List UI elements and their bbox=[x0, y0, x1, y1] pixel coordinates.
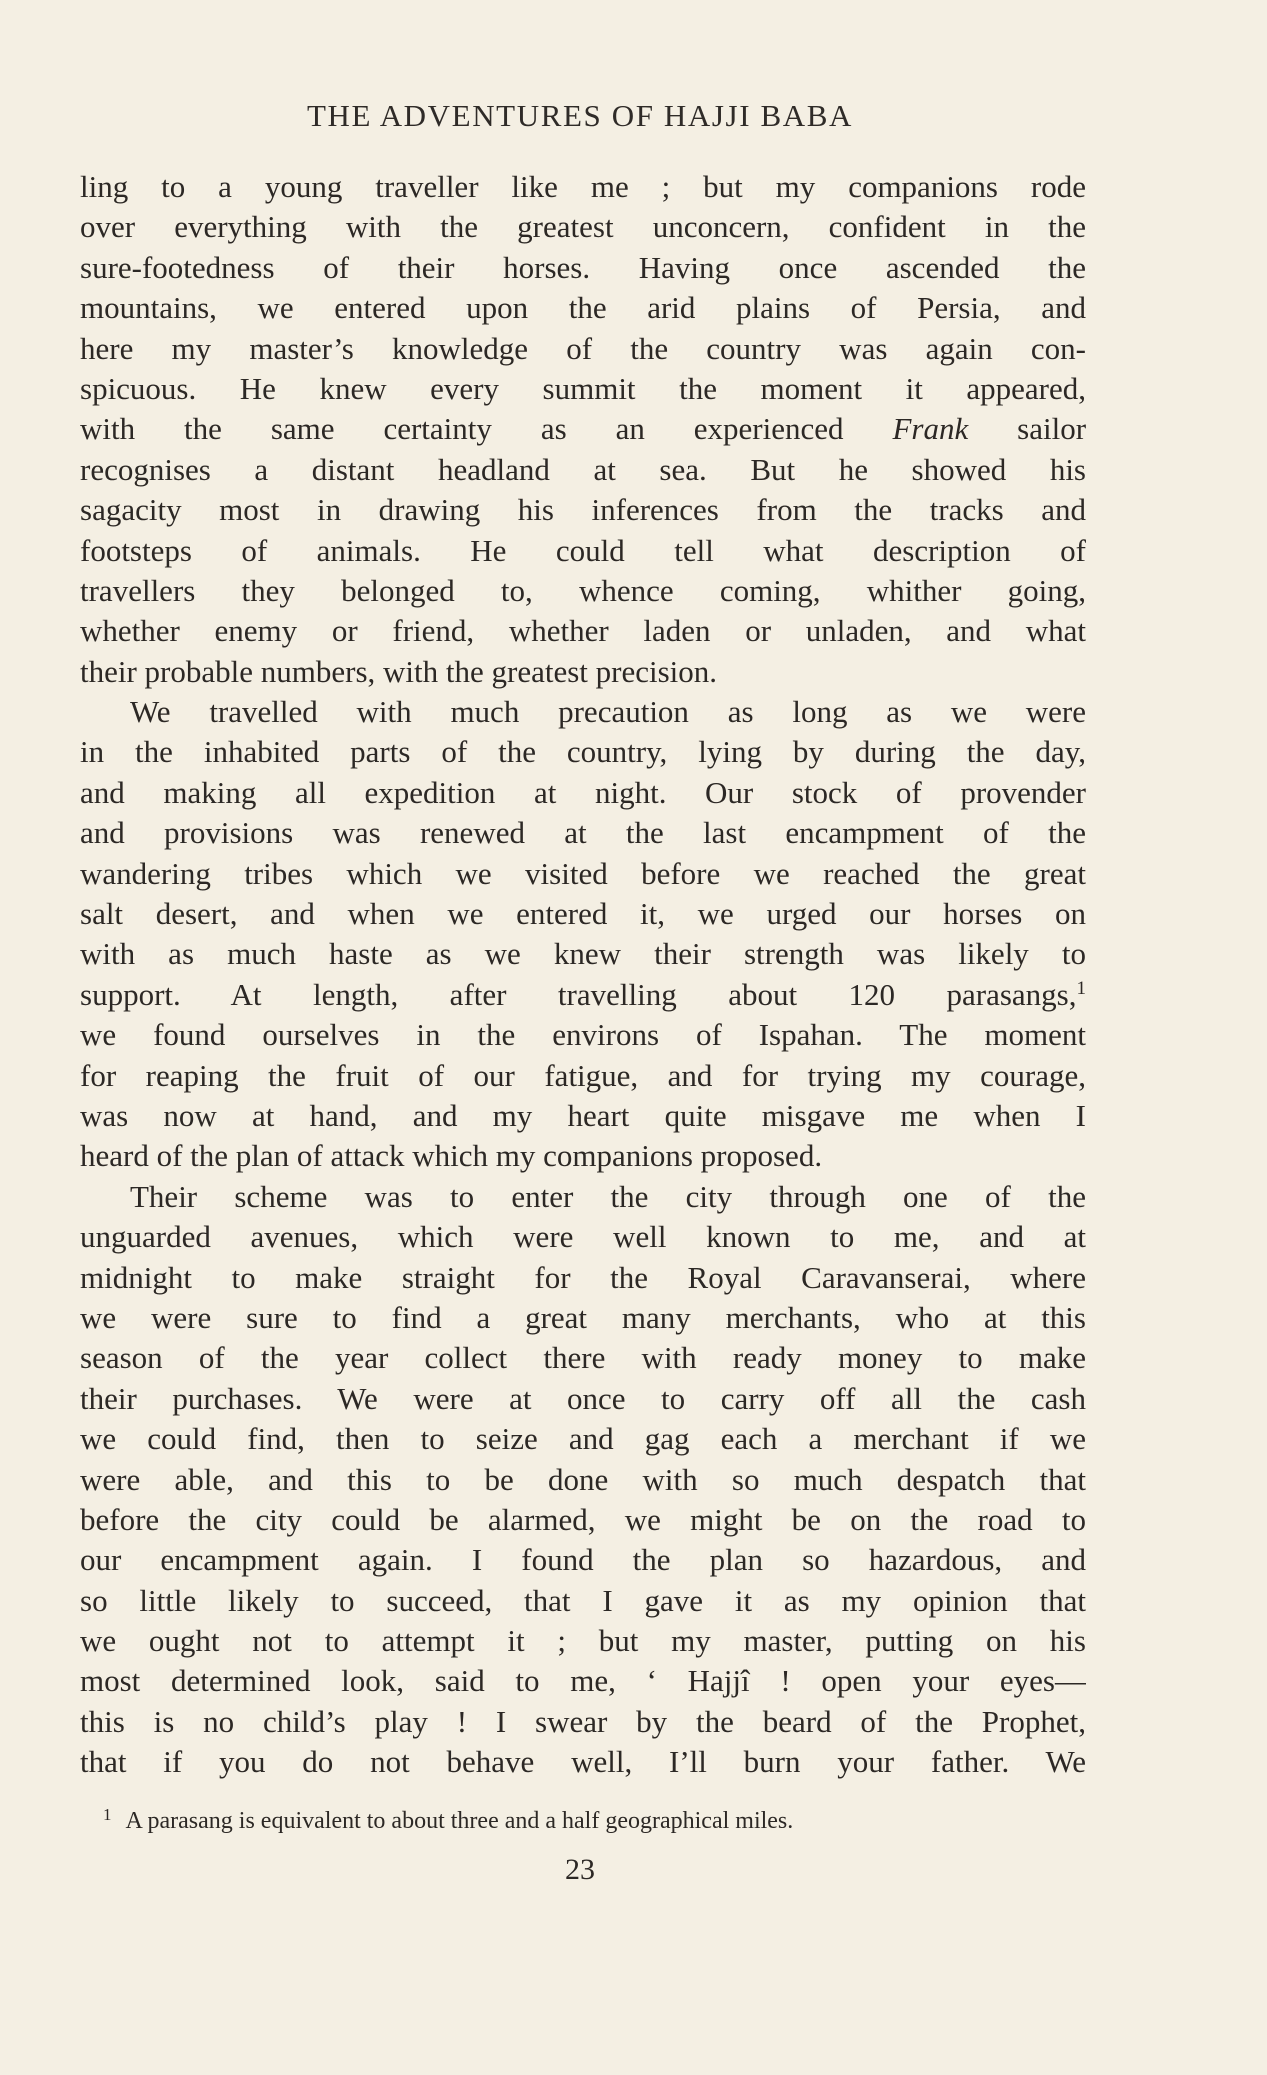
body-text bbox=[80, 167, 1086, 1783]
text-line: with as much haste as we knew their strength was likely to bbox=[80, 936, 1086, 972]
text-line: midnight to make straight for the Royal Caravanserai, where bbox=[80, 1259, 1086, 1295]
text-line: was now at hand, and my heart quite misgave me when I bbox=[80, 1097, 1086, 1133]
italic-word-frank: Frank bbox=[892, 411, 969, 447]
text-fragment: with the same certainty as an experienced bbox=[80, 411, 844, 447]
text-line: mountains, we entered upon the arid plains of Persia, and bbox=[80, 290, 1086, 326]
text-line: so little likely to succeed, that I gave it as my opinion that bbox=[80, 1582, 1086, 1618]
footnote-text: A parasang is equivalent to about three and a half geographical miles. bbox=[125, 1808, 794, 1834]
text-line: heard of the plan of attack which my companions proposed. bbox=[80, 1138, 823, 1174]
text-fragment: support. At length, after travelling about 120 parasangs, bbox=[80, 976, 1077, 1012]
text-line: in the inhabited parts of the country, lying by during the day, bbox=[80, 734, 1086, 770]
text-line: this is no child’s play ! I swear by the beard of the Prophet, bbox=[80, 1703, 1086, 1739]
text-line bbox=[80, 975, 1086, 1015]
text-line: whether enemy or friend, whether laden or unladen, and what bbox=[80, 613, 1086, 649]
footnote-marker: 1 bbox=[103, 1805, 112, 1824]
text-line: Their scheme was to enter the city through one of the bbox=[130, 1178, 1086, 1214]
footnote bbox=[103, 1804, 1073, 1838]
text-line: here my master’s knowledge of the country was again con- bbox=[80, 330, 1086, 366]
text-line: our encampment again. I found the plan so hazardous, and bbox=[80, 1542, 1086, 1578]
text-line: We travelled with much precaution as long as we were bbox=[130, 694, 1086, 730]
text-line: recognises a distant headland at sea. But he showed his bbox=[80, 451, 1086, 487]
text-line: and making all expedition at night. Our stock of provender bbox=[80, 774, 1086, 810]
text-line: their purchases. We were at once to carry off all the cash bbox=[80, 1380, 1086, 1416]
text-line: spicuous. He knew every summit the moment it appeared, bbox=[80, 370, 1086, 406]
text-line bbox=[80, 409, 1086, 449]
text-line: over everything with the greatest unconcern, confident in the bbox=[80, 209, 1086, 245]
text-line: were able, and this to be done with so much despatch that bbox=[80, 1461, 1086, 1497]
text-line: unguarded avenues, which were well known to me, and at bbox=[80, 1219, 1086, 1255]
page-number: 23 bbox=[565, 1853, 595, 1886]
text-line: wandering tribes which we visited before we reached the great bbox=[80, 855, 1086, 891]
text-line: sure-footedness of their horses. Having once ascended the bbox=[80, 249, 1086, 285]
text-line: and provisions was renewed at the last encampment of the bbox=[80, 815, 1086, 851]
text-line: for reaping the fruit of our fatigue, and for trying my courage, bbox=[80, 1057, 1086, 1093]
text-line: we were sure to find a great many merchants, who at this bbox=[80, 1299, 1086, 1335]
text-line: footsteps of animals. He could tell what description of bbox=[80, 532, 1086, 568]
text-line: before the city could be alarmed, we might be on the road to bbox=[80, 1501, 1086, 1537]
running-head: THE ADVENTURES OF HAJJI BABA bbox=[307, 98, 853, 133]
text-line: salt desert, and when we entered it, we urged our horses on bbox=[80, 896, 1086, 932]
text-line: that if you do not behave well, I’ll burn your father. We bbox=[80, 1744, 1086, 1780]
text-line: we ought not to attempt it ; but my master, putting on his bbox=[80, 1623, 1086, 1659]
text-line: their probable numbers, with the greatest precision. bbox=[80, 653, 718, 689]
text-line: sagacity most in drawing his inferences from the tracks and bbox=[80, 492, 1086, 528]
text-line: most determined look, said to me, ‘ Hajjî ! open your eyes— bbox=[80, 1663, 1086, 1699]
footnote-reference: 1 bbox=[1076, 977, 1086, 999]
text-fragment: sailor bbox=[1017, 411, 1086, 447]
text-line: we found ourselves in the environs of Ispahan. The moment bbox=[80, 1017, 1086, 1053]
text-line: travellers they belonged to, whence coming, whither going, bbox=[80, 572, 1086, 608]
text-line: ling to a young traveller like me ; but my companions rode bbox=[80, 169, 1086, 204]
text-line: season of the year collect there with ready money to make bbox=[80, 1340, 1086, 1376]
text-line: we could find, then to seize and gag each a merchant if we bbox=[80, 1421, 1086, 1457]
